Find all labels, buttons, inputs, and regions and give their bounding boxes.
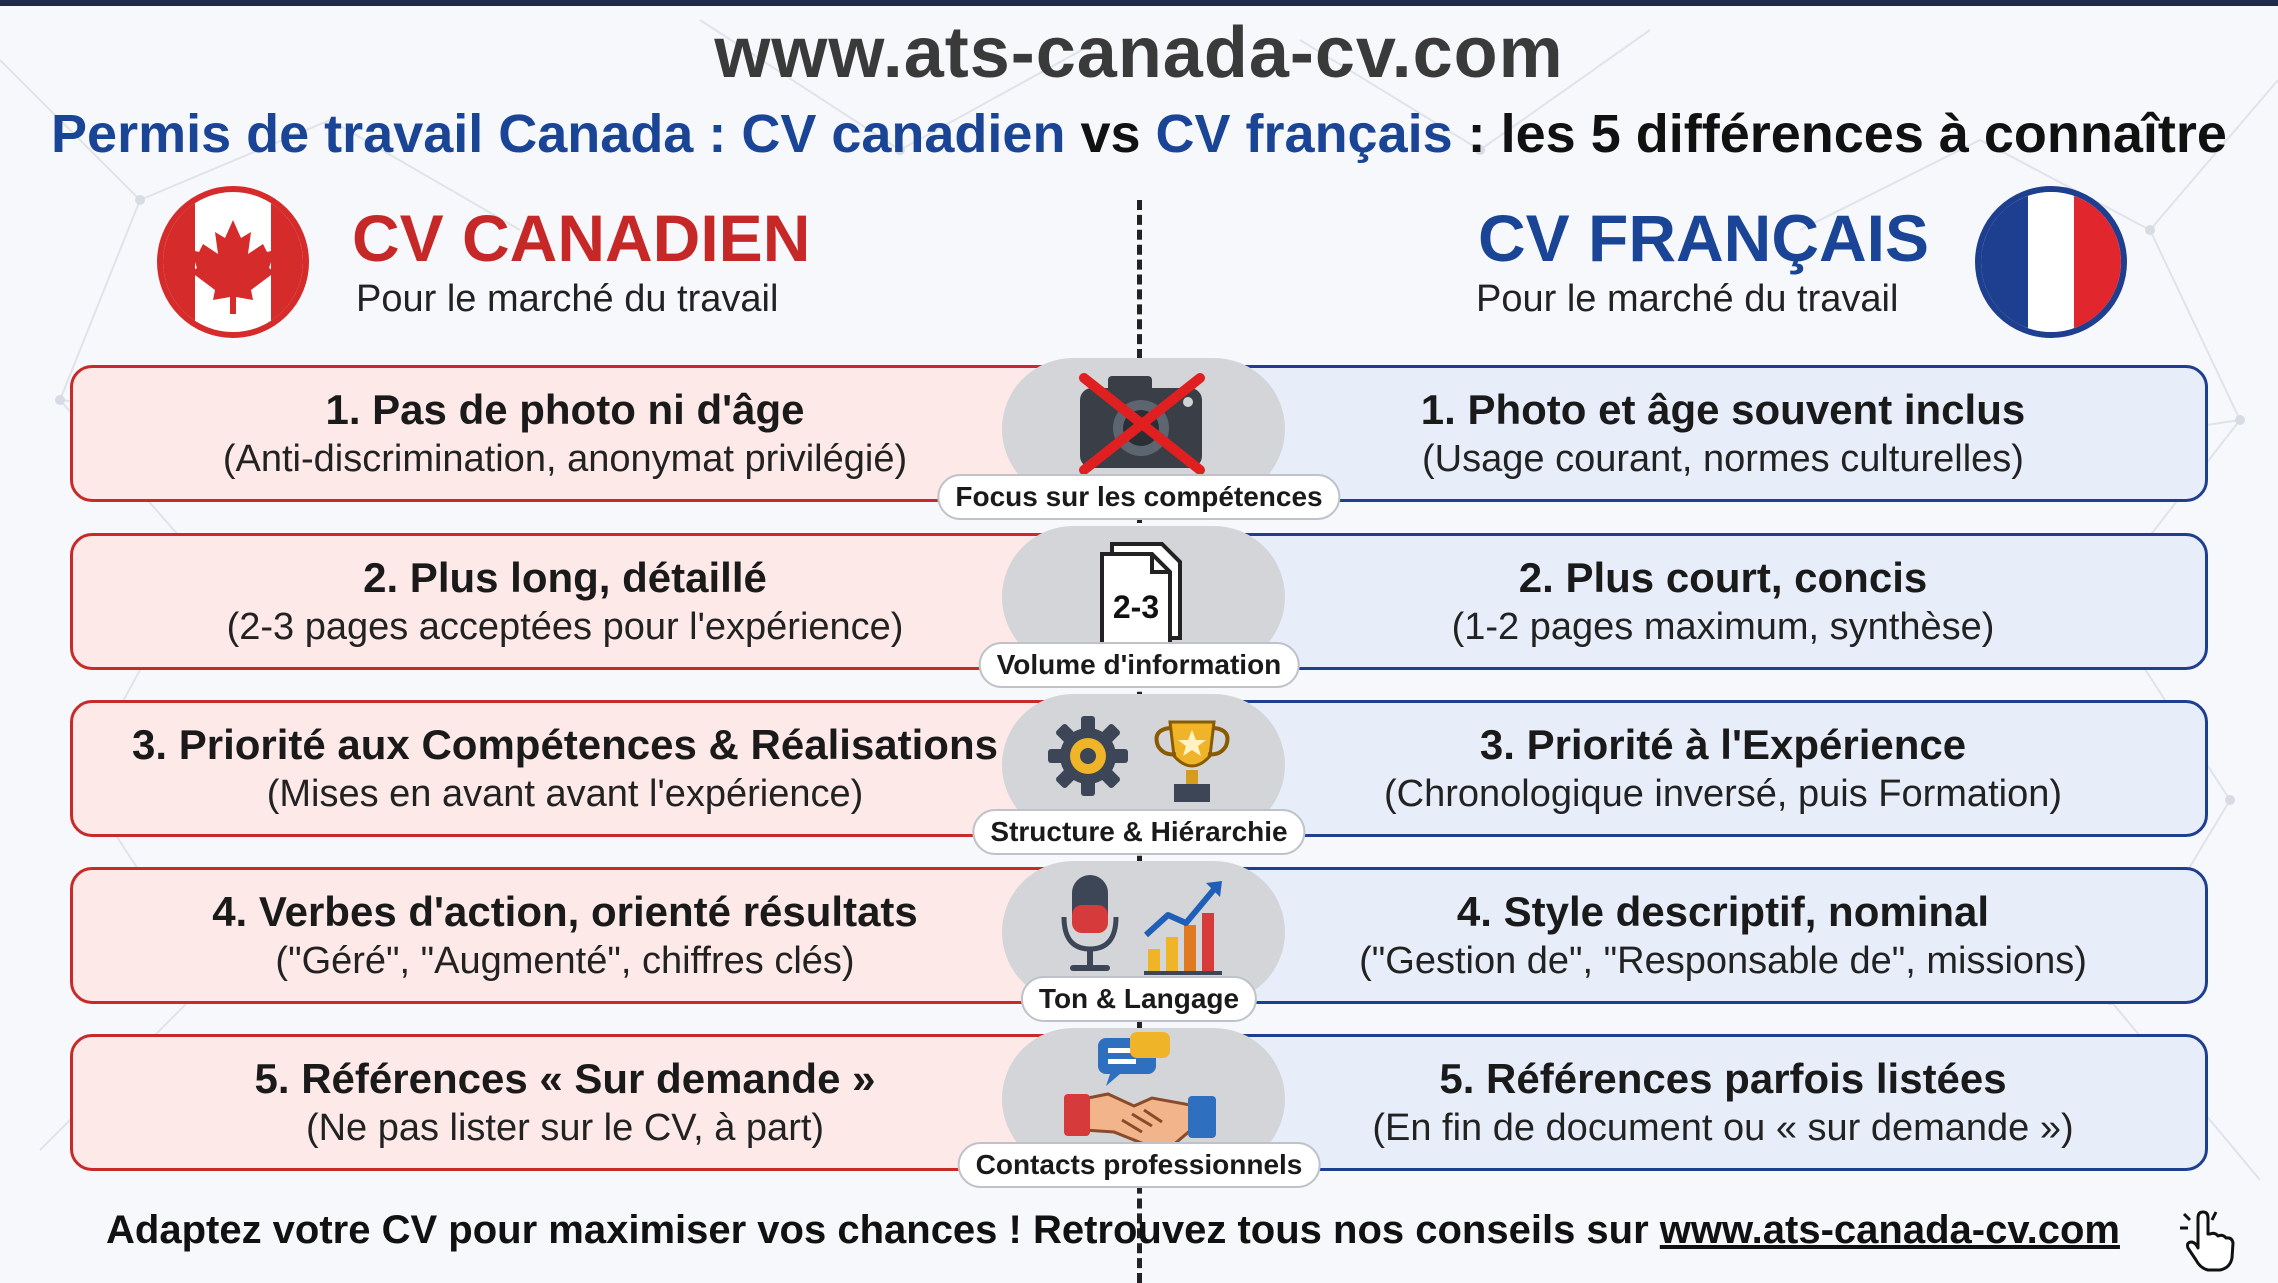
center-label-2: Volume d'information: [979, 642, 1300, 688]
french-card-4: [1198, 867, 2208, 1004]
headline-part2: CV français: [1155, 104, 1453, 164]
canadian-cv-title: CV CANADIEN: [352, 201, 811, 275]
card-title: 5. Références parfois listées: [1439, 1055, 2007, 1102]
french-card-3: [1198, 700, 2208, 837]
canadian-card-3: [70, 700, 1080, 837]
canadian-cv-subtitle: Pour le marché du travail: [356, 278, 779, 320]
canadian-card-4: [70, 867, 1080, 1004]
headline-part3: : les 5 différences à connaître: [1452, 104, 2227, 164]
card-title: 5. Références « Sur demande »: [254, 1055, 876, 1102]
card-subtitle: ("Gestion de", "Responsable de", missions): [1359, 940, 2087, 982]
card-title: 2. Plus long, détaillé: [363, 554, 767, 601]
center-label-5: Contacts professionnels: [958, 1142, 1321, 1188]
site-url-title[interactable]: www.ats-canada-cv.com: [714, 13, 1564, 93]
card-subtitle: (1-2 pages maximum, synthèse): [1451, 606, 1995, 648]
footer-call-to-action: [106, 1208, 2120, 1253]
top-bar: [0, 0, 2278, 6]
card-title: 1. Photo et âge souvent inclus: [1420, 386, 2026, 433]
card-subtitle: (2-3 pages acceptées pour l'expérience): [226, 606, 904, 648]
card-subtitle: (Anti-discrimination, anonymat privilégié): [222, 438, 908, 480]
footer-text: Adaptez votre CV pour maximiser vos chances ! Retrouvez tous nos conseils sur: [106, 1208, 1660, 1252]
canadian-card-5: [70, 1034, 1080, 1171]
center-label-4: Ton & Langage: [1021, 976, 1257, 1022]
card-subtitle: (Usage courant, normes culturelles): [1422, 438, 2024, 480]
card-subtitle: (Chronologique inversé, puis Formation): [1384, 773, 2062, 815]
center-label-1: Focus sur les compétences: [937, 474, 1340, 520]
canada-flag-icon: [157, 186, 309, 338]
french-card-5: [1198, 1034, 2208, 1171]
card-title: 3. Priorité aux Compétences & Réalisations: [132, 721, 998, 768]
canadian-card-2: [70, 533, 1080, 670]
card-title: 3. Priorité à l'Expérience: [1479, 721, 1967, 768]
french-card-1: [1198, 365, 2208, 502]
card-title: 4. Style descriptif, nominal: [1456, 888, 1990, 935]
card-subtitle: ("Géré", "Augmenté", chiffres clés): [275, 940, 855, 982]
headline-vs: vs: [1065, 104, 1156, 164]
headline: [0, 103, 2278, 165]
france-flag-icon: [1975, 186, 2127, 338]
card-title: 4. Verbes d'action, orienté résultats: [212, 888, 918, 935]
french-card-2: [1198, 533, 2208, 670]
card-subtitle: (En fin de document ou « sur demande »): [1372, 1107, 2074, 1149]
card-subtitle: (Mises en avant avant l'expérience): [266, 773, 864, 815]
headline-part1: Permis de travail Canada : CV canadien: [51, 104, 1066, 164]
pointer-hand-icon: [2176, 1208, 2242, 1274]
canadian-card-1: [70, 365, 1080, 502]
documents-icon-text: 2-3: [1112, 589, 1160, 625]
center-label-3: Structure & Hiérarchie: [972, 809, 1305, 855]
footer-link[interactable]: www.ats-canada-cv.com: [1659, 1208, 2120, 1252]
card-title: 2. Plus court, concis: [1518, 554, 1928, 601]
card-title: 1. Pas de photo ni d'âge: [325, 386, 805, 433]
french-cv-title: CV FRANÇAIS: [1478, 201, 1930, 275]
french-cv-subtitle: Pour le marché du travail: [1476, 278, 1899, 320]
card-subtitle: (Ne pas lister sur le CV, à part): [305, 1107, 825, 1149]
